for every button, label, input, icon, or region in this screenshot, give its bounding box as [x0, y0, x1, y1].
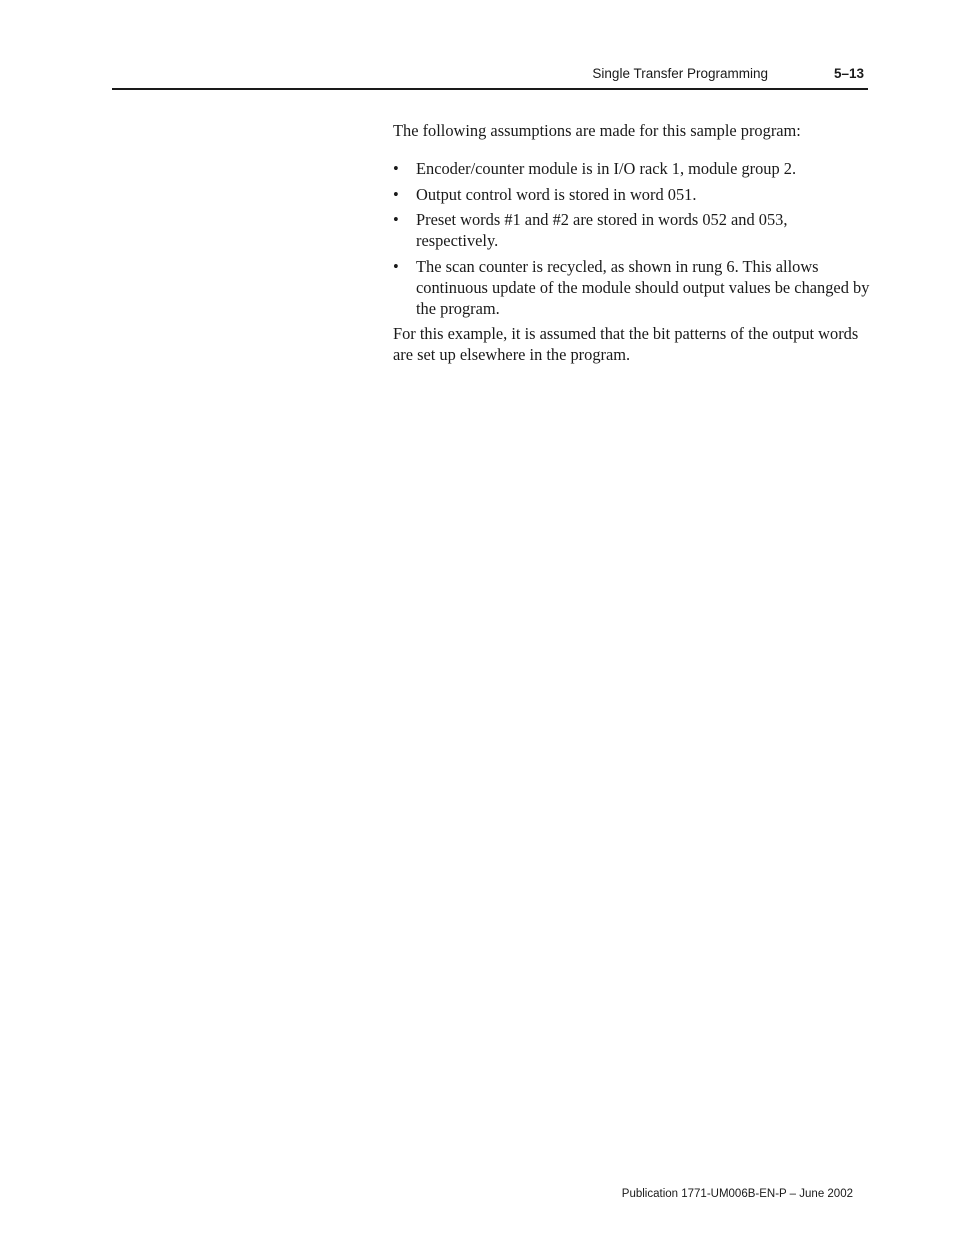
section-title: Single Transfer Programming: [592, 66, 768, 81]
list-item-text: Output control word is stored in word 051.: [416, 184, 697, 204]
list-item: [393, 158, 871, 179]
list-item: [393, 256, 871, 319]
intro-paragraph: The following assumptions are made for this sample program:: [393, 121, 801, 140]
list-item: [393, 209, 871, 251]
list-item-text: Preset words #1 and #2 are stored in words 052 and 053, respectively.: [416, 210, 788, 250]
page-number: 5–13: [833, 66, 864, 81]
closing-paragraph: For this example, it is assumed that the bit patterns of the output words are set up elsewhere in the program.: [393, 324, 859, 364]
bullet-icon: •: [393, 159, 399, 178]
assumption-list: [393, 158, 871, 319]
bullet-icon: •: [393, 184, 399, 204]
bullet-icon: •: [393, 210, 399, 229]
page-header: [112, 60, 868, 90]
body-text: [393, 120, 871, 365]
list-item-text: Encoder/counter module is in I/O rack 1, module group 2.: [416, 159, 797, 178]
bullet-icon: •: [393, 256, 399, 276]
list-item: [393, 184, 871, 205]
list-item-text: The scan counter is recycled, as shown in rung 6. This allows continuous update of the module should output values be changed by the program.: [416, 256, 870, 318]
publication-footer: Publication 1771-UM006B-EN-P – June 2002: [621, 1188, 853, 1200]
